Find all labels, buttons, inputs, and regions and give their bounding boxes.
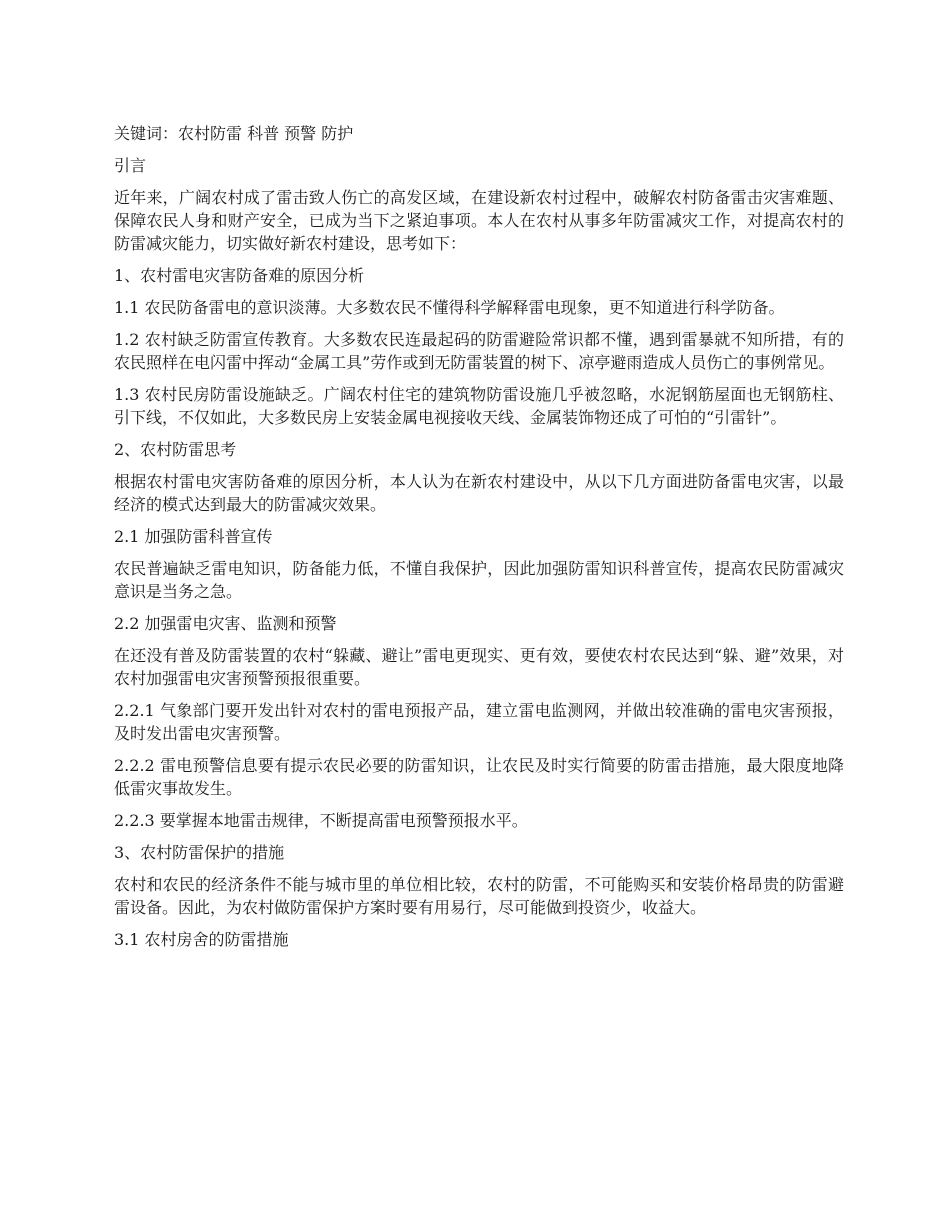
paragraph-2-2-2: 2.2.2 雷电预警信息要有提示农民必要的防雷知识，让农民及时实行简要的防雷击措施，最大限度地降低雷灾事故发生。: [114, 756, 844, 798]
paragraph-2-2-3: 2.2.3 要掌握本地雷击规律，不断提高雷电预警预报水平。: [114, 811, 528, 830]
subheading-2-2: 2.2 加强雷电灾害、监测和预警: [114, 614, 337, 633]
keywords-line: 关键词：农村防雷 科普 预警 防护: [114, 124, 354, 143]
paragraph-1-1: 1.1 农民防备雷电的意识淡薄。大多数农民不懂得科学解释雷电现象，更不知道进行科学防备。: [114, 298, 785, 317]
paragraph-intro: 近年来，广阔农村成了雷击致人伤亡的高发区域，在建设新农村过程中，破解农村防备雷击灾害难题、保障农民人身和财产安全，已成为当下之紧迫事项。本人在农村从事多年防雷减灾工作，对提高农村的防雷减灾能力，切实做好新农村建设，思考如下：: [114, 188, 844, 253]
section-heading-introduction: 引言: [114, 156, 147, 175]
section-heading-1: 1、农村雷电灾害防备难的原因分析: [114, 266, 365, 285]
section-heading-3: 3、农村防雷保护的措施: [114, 843, 285, 862]
subheading-3-1: 3.1 农村房舍的防雷措施: [114, 930, 289, 949]
subheading-2-1: 2.1 加强防雷科普宣传: [114, 527, 273, 546]
section-heading-2: 2、农村防雷思考: [114, 440, 237, 459]
document-body: [114, 122, 844, 960]
paragraph-1-2: 1.2 农村缺乏防雷宣传教育。大多数农民连最起码的防雷避险常识都不懂，遇到雷暴就不知所措，有的农民照样在电闪雷中挥动“金属工具”劳作或到无防雷装置的树下、凉亭避雨造成人员伤亡的事例常见。: [114, 330, 844, 372]
paragraph-2-2: 在还没有普及防雷装置的农村“躲藏、避让”雷电更现实、更有效，要使农村农民达到“躲、避”效果，对农村加强雷电灾害预警预报很重要。: [114, 646, 844, 688]
paragraph-2-intro: 根据农村雷电灾害防备难的原因分析，本人认为在新农村建设中，从以下几方面进防备雷电灾害，以最经济的模式达到最大的防雷减灾效果。: [114, 472, 844, 514]
paragraph-1-3: 1.3 农村民房防雷设施缺乏。广阔农村住宅的建筑物防雷设施几乎被忽略，水泥钢筋屋面也无钢筋柱、引下线，不仅如此，大多数民房上安装金属电视接收天线、金属装饰物还成了可怕的“引雷针”。: [114, 385, 844, 427]
paragraph-3-intro: 农村和农民的经济条件不能与城市里的单位相比较，农村的防雷，不可能购买和安装价格昂贵的防雷避雷设备。因此，为农村做防雷保护方案时要有用易行，尽可能做到投资少，收益大。: [114, 875, 844, 917]
paragraph-2-2-1: 2.2.1 气象部门要开发出针对农村的雷电预报产品，建立雷电监测网，并做出较准确的雷电灾害预报，及时发出雷电灾害预警。: [114, 701, 844, 743]
paragraph-2-1: 农民普遍缺乏雷电知识，防备能力低，不懂自我保护，因此加强防雷知识科普宣传，提高农民防雷减灾意识是当务之急。: [114, 559, 844, 601]
